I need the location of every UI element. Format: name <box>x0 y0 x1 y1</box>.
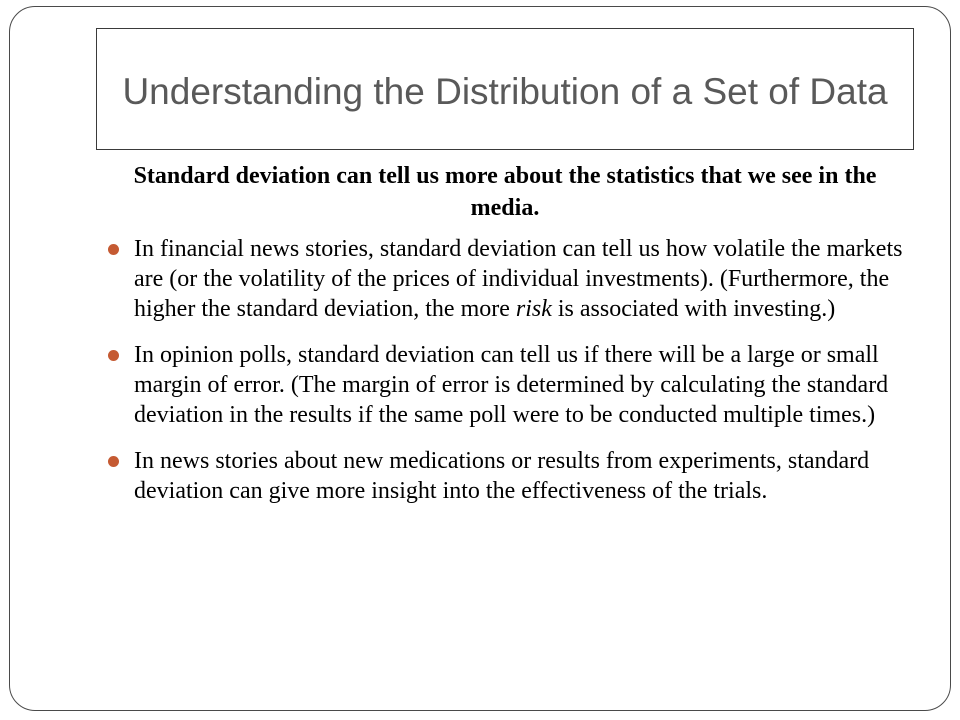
slide-title: Understanding the Distribution of a Set of Data <box>122 71 888 112</box>
bullet-list <box>104 234 934 522</box>
bullet-item-medications <box>104 446 934 506</box>
bullet-dot-icon <box>108 244 119 255</box>
bullet-emphasis: risk <box>515 296 552 322</box>
bullet-item-financial <box>104 234 934 324</box>
slide-subtitle: Standard deviation can tell us more about the statistics that we see in the media. <box>133 163 877 221</box>
bullet-text: In opinion polls, standard deviation can tell us if there will be a large or small margin of error. (The margin of error is determined by calculating the standard deviation in the results if the same poll were to be conducted multiple times.) <box>134 342 889 428</box>
title-box <box>96 28 914 150</box>
bullet-item-polls <box>104 340 934 430</box>
bullet-text: In financial news stories, standard deviation can tell us how volatile the markets are (or the volatility of the prices of individual investments). (Furthermore, the higher the standard deviation, the more <box>134 236 903 322</box>
bullet-text: In news stories about new medications or results from experiments, standard deviation can give more insight into the effectiveness of the trials. <box>134 448 870 504</box>
bullet-dot-icon <box>108 350 119 361</box>
bullet-dot-icon <box>108 456 119 467</box>
bullet-text-after: is associated with investing.) <box>551 296 836 322</box>
